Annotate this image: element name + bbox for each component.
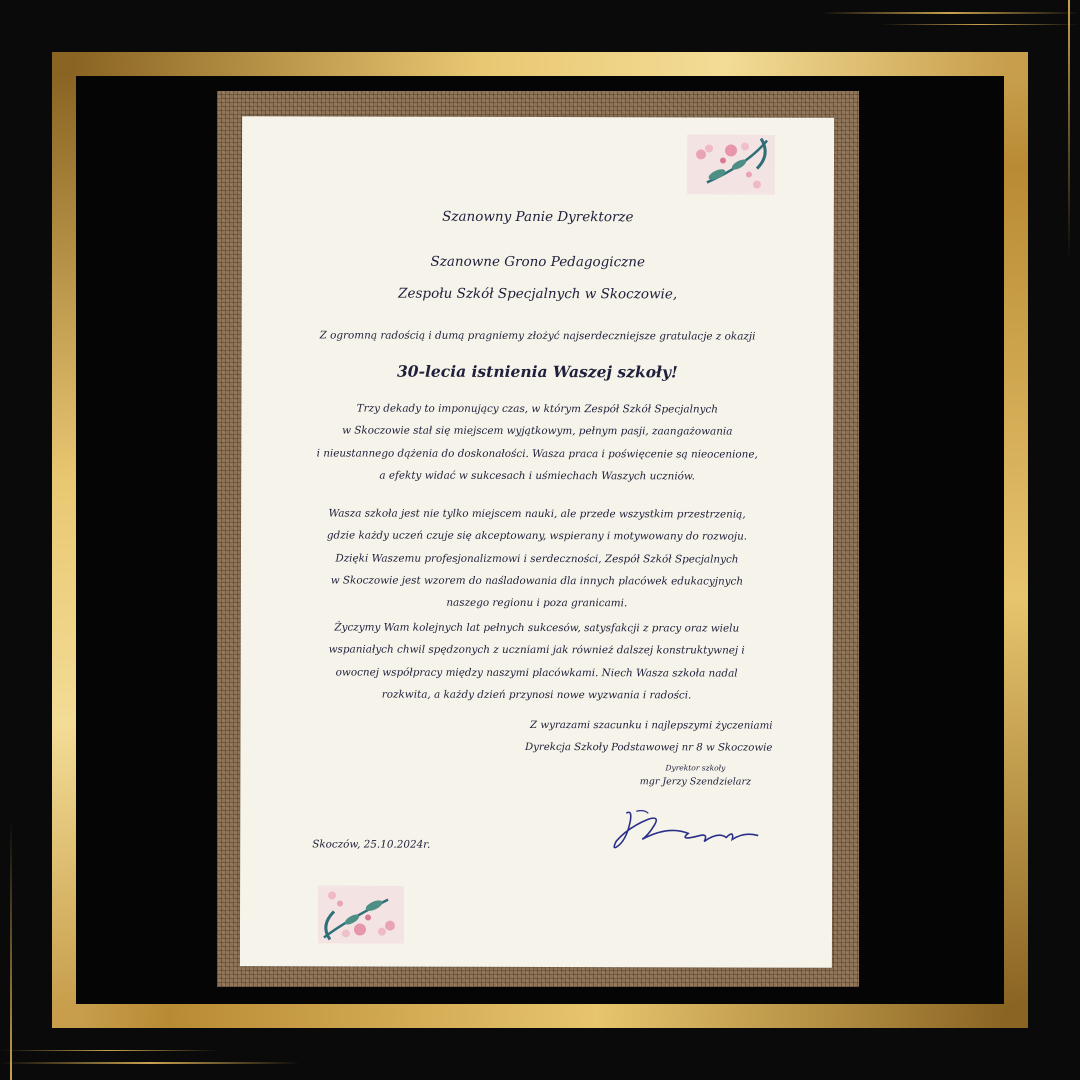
paragraph-1 — [241, 397, 833, 488]
letter-date: Skoczów, 25.10.2024r. — [312, 838, 431, 851]
decorative-line-right-vertical — [1068, 0, 1070, 260]
decorative-line-top-right — [820, 12, 1080, 14]
handwritten-signature — [608, 805, 768, 855]
signatory-title: Dyrektor szkoły — [665, 763, 726, 773]
intro-text: Z ogromną radością i dumą pragniemy złożyć najserdeczniejsze gratulacje z okazji — [319, 329, 756, 343]
paragraph-3-line: wspaniałych chwil spędzonych z uczniami jak również dalszej konstruktywnej i — [328, 643, 745, 657]
signatory-block — [600, 763, 790, 787]
paragraph-2 — [241, 502, 833, 615]
decorative-line-top-right-2 — [880, 24, 1080, 25]
greeting-line-1: Szanowny Panie Dyrektorze — [442, 208, 634, 226]
greeting-line-3: Zespołu Szkół Specjalnych w Skoczowie, — [398, 285, 678, 303]
paragraph-2-line: naszego regionu i poza granicami. — [446, 596, 628, 610]
decorative-line-bottom-left — [0, 1062, 300, 1064]
greeting-line-2: Szanowne Grono Pedagogiczne — [430, 253, 645, 271]
paragraph-1-line: a efekty widać w sukcesach i uśmiechach Waszych uczniów. — [379, 469, 695, 483]
paragraph-3-line: owocnej współpracy między naszymi placówkami. Niech Wasza szkoła nadal — [335, 666, 738, 680]
paragraph-1-line: Trzy dekady to imponujący czas, w którym Zespół Szkół Specjalnych — [356, 402, 718, 416]
paragraph-2-line: w Skoczowie jest wzorem do naśladowania dla innych placówek edukacyjnych — [330, 574, 744, 588]
closing-line: Z wyrazami szacunku i najlepszymi życzeniami — [530, 719, 773, 732]
floral-ornament-bottom-left — [318, 885, 404, 943]
paragraph-3 — [241, 616, 833, 707]
paragraph-3-line: Życzymy Wam kolejnych lat pełnych sukcesów, satysfakcji z pracy oraz wielu — [334, 621, 740, 635]
signatory-name: mgr Jerzy Szendzielarz — [639, 776, 752, 788]
decorative-line-left-vertical — [10, 820, 12, 1080]
letter-paper — [240, 116, 834, 968]
closing-block — [525, 715, 773, 760]
decorative-line-bottom-left-2 — [0, 1050, 220, 1051]
paragraph-2-line: Dzięki Waszemu profesjonalizmowi i serdeczności, Zespół Szkół Specjalnych — [335, 552, 739, 566]
paragraph-2-line: Wasza szkoła jest nie tylko miejscem nauki, ale przede wszystkim przestrzenią, — [328, 507, 746, 521]
closing-line: Dyrekcja Szkoły Podstawowej nr 8 w Skoczowie — [524, 741, 773, 754]
paragraph-1-line: i nieustannego dążenia do doskonałości. Wasza praca i poświęcenie są nieocenione, — [316, 447, 758, 461]
paragraph-3-line: rozkwita, a każdy dzień przynosi nowe wyzwania i radości. — [381, 688, 692, 702]
paragraph-2-line: gdzie każdy uczeń czuje się akceptowany, wspierany i motywowany do rozwoju. — [326, 529, 748, 543]
paragraph-1-line: w Skoczowie stał się miejscem wyjątkowym, pełnym pasji, zaangażowania — [342, 424, 733, 438]
headline: 30-lecia istnienia Waszej szkoły! — [397, 361, 678, 382]
floral-ornament-top-right — [687, 134, 775, 194]
